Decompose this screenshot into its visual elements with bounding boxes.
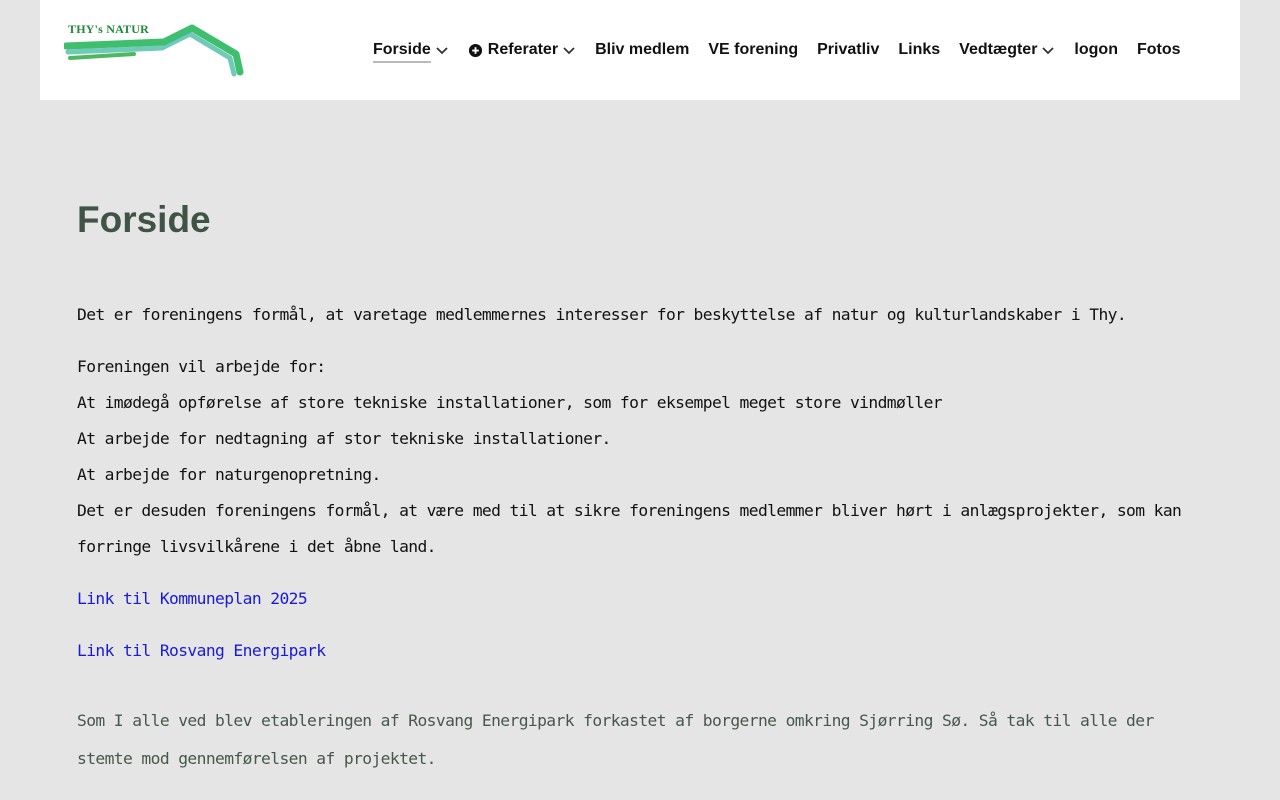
nav-item-label: Referater <box>487 41 559 58</box>
closing-paragraph <box>77 702 1154 778</box>
site-logo[interactable] <box>64 20 244 78</box>
goals-line: At arbejde for nedtagning af stor tekniske installationer. <box>77 429 611 448</box>
nav-item-label: Vedtægter <box>959 41 1038 58</box>
goals-line: At arbejde for naturgenopretning. <box>77 465 381 484</box>
goals-line: At imødegå opførelse af store tekniske installationer, som for eksempel meget store vindmøller <box>77 393 943 412</box>
page-title: Forside <box>77 199 211 240</box>
nav-item-label: Privatliv <box>817 41 880 58</box>
nav-item-logon[interactable] <box>1074 41 1118 59</box>
site-header <box>40 0 1240 100</box>
nav-item-links[interactable] <box>898 41 940 59</box>
closing-line: stemte mod gennemførelsen af projektet. <box>77 749 436 768</box>
goals-line: Foreningen vil arbejde for: <box>77 357 326 376</box>
main-nav <box>373 0 1200 100</box>
chevron-down-icon <box>435 43 449 57</box>
intro-paragraph: Det er foreningens formål, at varetage medlemmernes interesser for beskyttelse af natur og kulturlandskaber i Thy. <box>77 305 1127 324</box>
nav-item-vedtaegter[interactable] <box>959 41 1055 59</box>
nav-item-label: logon <box>1074 41 1118 58</box>
main-content <box>77 190 1207 768</box>
nav-item-forside[interactable] <box>373 37 449 63</box>
nav-item-label: Forside <box>373 41 431 63</box>
nav-item-fotos[interactable] <box>1137 41 1181 59</box>
goals-line: forringe livsvilkårene i det åbne land. <box>77 537 436 556</box>
nav-item-ve-forening[interactable] <box>708 41 798 59</box>
nav-item-label: Links <box>898 41 941 58</box>
kommuneplan-link[interactable]: Link til Kommuneplan 2025 <box>77 589 308 608</box>
goals-line: Det er desuden foreningens formål, at være med til at sikre foreningens medlemmer bliver hørt i anlægsprojekter, som kan <box>77 501 1182 520</box>
nav-item-privatliv[interactable] <box>817 41 879 59</box>
nav-item-label: Fotos <box>1136 41 1181 58</box>
goals-paragraph <box>77 349 1181 565</box>
plus-circle-icon <box>468 43 483 58</box>
nav-item-bliv-medlem[interactable] <box>595 41 689 59</box>
chevron-down-icon <box>1041 43 1055 57</box>
logo-text: THY's NATUR <box>68 22 149 36</box>
nav-item-label: Bliv medlem <box>595 41 690 58</box>
nav-item-referater[interactable] <box>468 41 576 59</box>
chevron-down-icon <box>562 43 576 57</box>
closing-line: Som I alle ved blev etableringen af Rosvang Energipark forkastet af borgerne omkring Sjørring Sø. Så tak til alle der <box>77 711 1154 730</box>
rosvang-energipark-link[interactable]: Link til Rosvang Energipark <box>77 641 326 660</box>
nav-item-label: VE forening <box>708 41 799 58</box>
